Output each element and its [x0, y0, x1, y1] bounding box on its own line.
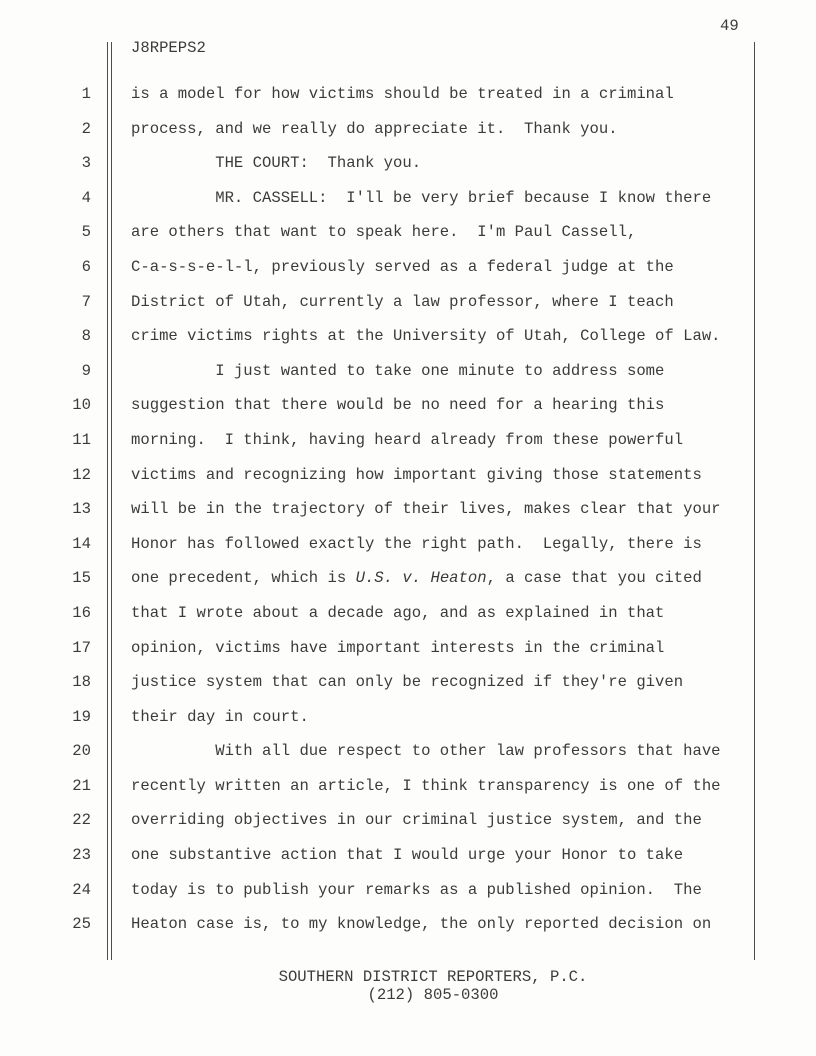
transcript-line: [0, 319, 755, 354]
line-text: MR. CASSELL: I'll be very brief because I know there: [131, 188, 712, 207]
page-number: 49: [720, 17, 739, 35]
transcript-line: [0, 527, 755, 562]
line-number: 10: [72, 396, 91, 415]
transcript-line: [0, 734, 755, 769]
line-text: overriding objectives in our criminal justice system, and the: [131, 811, 702, 830]
line-text: C-a-s-s-e-l-l, previously served as a federal judge at the: [131, 257, 674, 276]
transcript-line: [0, 458, 755, 493]
transcript-line: [0, 112, 755, 147]
line-text: is a model for how victims should be treated in a criminal: [131, 85, 674, 103]
line-number: 15: [72, 569, 91, 588]
transcript-line: [0, 769, 755, 804]
line-number: 13: [72, 500, 91, 519]
line-text: victims and recognizing how important giving those statements: [131, 465, 702, 484]
line-text: suggestion that there would be no need for a hearing this: [131, 396, 665, 415]
transcript-line: [0, 250, 755, 285]
line-number: 2: [81, 119, 91, 138]
line-number: 6: [81, 257, 91, 276]
line-number: 5: [81, 223, 91, 242]
footer: [131, 969, 735, 1004]
line-text: their day in court.: [131, 707, 309, 726]
transcript-line: [0, 665, 755, 700]
line-number: 1: [81, 85, 91, 103]
line-text: one precedent, which is U.S. v. Heaton, a case that you cited: [131, 569, 702, 588]
line-number: 19: [72, 707, 91, 726]
line-number: 3: [81, 154, 91, 173]
line-number: 25: [72, 915, 91, 934]
transcript-line: [0, 77, 755, 112]
line-text: THE COURT: Thank you.: [131, 154, 422, 173]
line-number: 4: [81, 188, 91, 207]
transcript-line: [0, 873, 755, 908]
line-number: 16: [72, 603, 91, 622]
line-text: justice system that can only be recognized if they're given: [131, 673, 684, 692]
line-number: 14: [72, 534, 91, 553]
transcript-line: [0, 596, 755, 631]
line-text: one substantive action that I would urge your Honor to take: [131, 846, 684, 865]
transcript-line: [0, 423, 755, 458]
case-citation: U.S. v. Heaton: [355, 569, 487, 588]
transcript-line: [0, 561, 755, 596]
line-number: 21: [72, 776, 91, 795]
line-text: that I wrote about a decade ago, and as explained in that: [131, 603, 665, 622]
line-number: 7: [81, 292, 91, 311]
line-text: crime victims rights at the University of Utah, College of Law.: [131, 327, 721, 346]
transcript-line: [0, 146, 755, 181]
line-text: are others that want to speak here. I'm Paul Cassell,: [131, 223, 637, 242]
line-number: 8: [81, 327, 91, 346]
line-text: process, and we really do appreciate it. Thank you.: [131, 119, 618, 138]
line-number: 22: [72, 811, 91, 830]
transcript-line: [0, 215, 755, 250]
transcript-line: [0, 181, 755, 216]
transcript-line: [0, 285, 755, 320]
transcript-line: [0, 700, 755, 735]
line-text: I just wanted to take one minute to address some: [131, 361, 665, 380]
transcript-line: [0, 388, 755, 423]
line-number: 18: [72, 673, 91, 692]
footer-reporter-name: SOUTHERN DISTRICT REPORTERS, P.C.: [278, 968, 588, 986]
line-text: With all due respect to other law professors that have: [131, 742, 721, 761]
line-number: 20: [72, 742, 91, 761]
transcript-line: [0, 354, 755, 389]
line-number: 24: [72, 880, 91, 899]
transcript-line: [0, 492, 755, 527]
line-text: opinion, victims have important interests in the criminal: [131, 638, 665, 657]
line-number: 23: [72, 846, 91, 865]
line-text: today is to publish your remarks as a published opinion. The: [131, 880, 702, 899]
line-text: recently written an article, I think transparency is one of the: [131, 776, 721, 795]
transcript-line: [0, 907, 755, 942]
transcript-line: [0, 631, 755, 666]
transcript-line: [0, 838, 755, 873]
footer-phone-number: (212) 805-0300: [367, 985, 499, 1004]
transcript-line: [0, 803, 755, 838]
line-text: District of Utah, currently a law professor, where I teach: [131, 292, 674, 311]
line-number: 9: [81, 361, 91, 380]
line-text: Honor has followed exactly the right path. Legally, there is: [131, 534, 702, 553]
line-number: 17: [72, 638, 91, 657]
line-text: morning. I think, having heard already from these powerful: [131, 430, 684, 449]
transcript-lines: [0, 77, 755, 942]
transcript-header-id: J8RPEPS2: [131, 39, 206, 57]
line-number: 11: [72, 430, 91, 449]
line-text: Heaton case is, to my knowledge, the only reported decision on: [131, 915, 712, 934]
line-number: 12: [72, 465, 91, 484]
line-text: will be in the trajectory of their lives, makes clear that your: [131, 500, 721, 519]
